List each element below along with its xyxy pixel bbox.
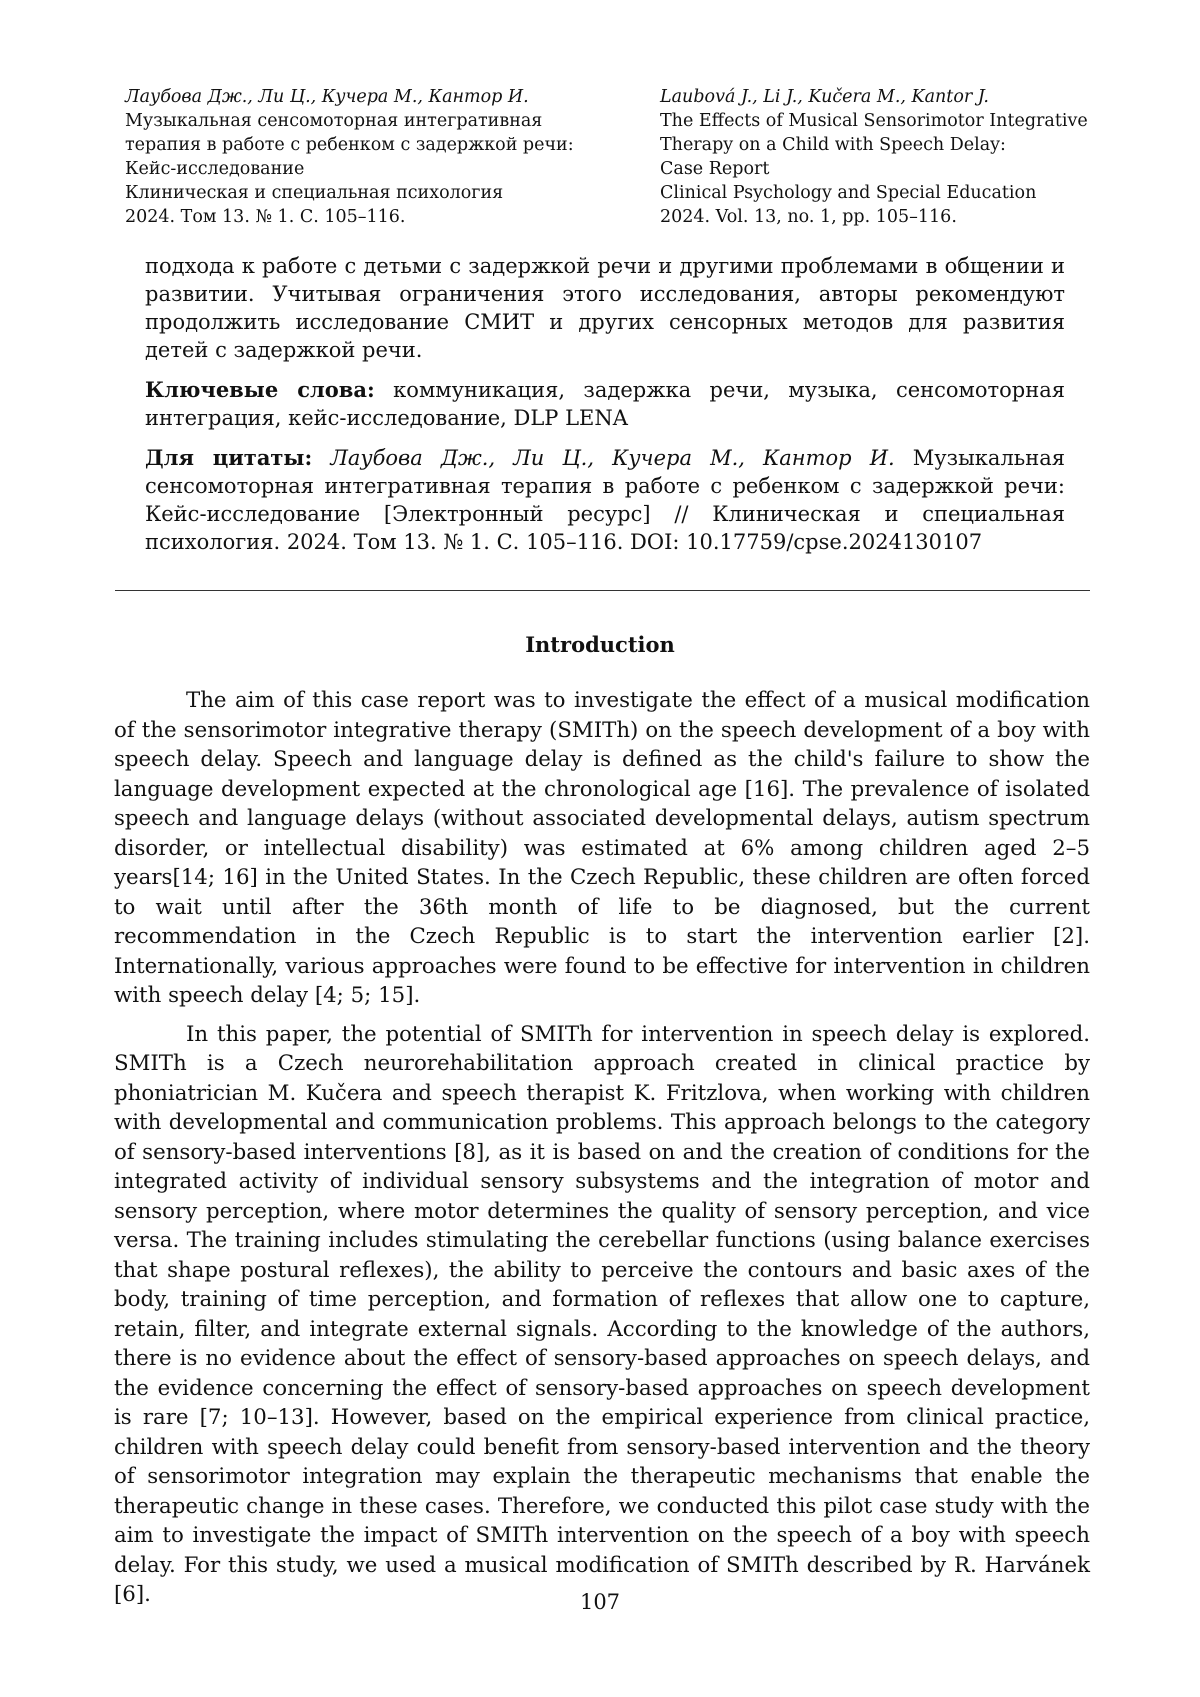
- abstract-block: [145, 252, 1065, 568]
- running-header: [125, 85, 1088, 229]
- citation-text: Музыкальная сенсомоторная интегративная терапия в работе с ребенком с задержкой речи: Кейс-исследование [Электронный ресурс] // Клиническая и специальная психология. 2024. Том 13. № 1. С. 105–116. DOI: 10.17759/cpse.2024130107: [145, 446, 1065, 554]
- page-number: 107: [579, 1590, 621, 1614]
- header-title-ru-line1: Музыкальная сенсомоторная интегративная: [125, 111, 543, 131]
- citation-authors: Лаубова Дж., Ли Ц., Кучера М., Кантор И.: [330, 446, 895, 470]
- header-authors-ru: Лаубова Дж., Ли Ц., Кучера М., Кантор И.: [125, 87, 529, 107]
- abstract-continuation: подхода к работе с детьми с задержкой речи и другими проблемами в общении и развитии. Учитывая ограничения этого исследования, авторы рекомендуют продолжить исследование СМИТ и других сенсорных методов для развития детей с задержкой речи.: [145, 254, 1065, 362]
- section-title: Introduction: [525, 632, 675, 657]
- keywords: [145, 376, 1065, 432]
- paragraph-1: The aim of this case report was to investigate the effect of a musical modification of the sensorimotor integrative therapy (SMITh) on the speech development of a boy with speech delay. Speech and language delay is defined as the child's failure to show the language development expected at the chronological age [16]. The prevalence of isolated speech and language delays (without associated developmental delays, autism spectrum disorder, or intellectual disability) was estimated at 6% among children aged 2–5 years[14; 16] in the United States. In the Czech Republic, these children are often forced to wait until after the 36th month of life to be diagnosed, but the current recommendation in the Czech Republic is to start the intervention earlier [2]. Internationally, various approaches were found to be effective for intervention in children with speech delay [4; 5; 15].: [114, 688, 1090, 1008]
- citation: [145, 444, 1065, 556]
- header-title-en-line1: The Effects of Musical Sensorimotor Integrative: [660, 111, 1088, 131]
- body-text: [114, 686, 1090, 1619]
- header-english: [660, 85, 1090, 229]
- header-issue-ru: 2024. Том 13. № 1. С. 105–116.: [125, 207, 406, 227]
- header-journal-en: Clinical Psychology and Special Education: [660, 183, 1037, 203]
- section-divider: [115, 590, 1090, 591]
- header-journal-ru: Клиническая и специальная психология: [125, 183, 504, 203]
- citation-label: Для цитаты:: [145, 445, 313, 470]
- keywords-label: Ключевые слова:: [145, 377, 375, 402]
- paragraph-2: In this paper, the potential of SMITh for intervention in speech delay is explored. SMITh is a Czech neurorehabilitation approach created in clinical practice by phoniatrician M. Kučera and speech therapist K. Fritzlova, when working with children with developmental and communication problems. This approach belongs to the category of sensory-based interventions [8], as it is based on and the creation of conditions for the integrated activity of individual sensory subsystems and the integration of motor and sensory perception, where motor determines the quality of sensory perception, and vice versa. The training includes stimulating the cerebellar functions (using balance exercises that shape postural reflexes), the ability to perceive the contours and basic axes of the body, training of time perception, and formation of reflexes that allow one to capture, retain, filter, and integrate external signals. According to the knowledge of the authors, there is no evidence about the effect of sensory-based approaches on speech delays, and the evidence concerning the effect of sensory-based approaches on speech development is rare [7; 10–13]. However, based on the empirical experience from clinical practice, children with speech delay could benefit from sensory-based intervention and the theory of sensorimotor integration may explain the therapeutic mechanisms that enable the therapeutic change in these cases. Therefore, we conducted this pilot case study with the aim to investigate the impact of SMITh intervention on the speech of a boy with speech delay. For this study, we used a musical modification of SMITh described by R. Harvánek [6].: [114, 1021, 1090, 1607]
- header-title-ru-line2: терапия в работе с ребенком с задержкой речи:: [125, 135, 574, 155]
- header-issue-en: 2024. Vol. 13, no. 1, pp. 105–116.: [660, 207, 957, 227]
- header-title-ru-line3: Кейс-исследование: [125, 159, 305, 179]
- header-title-en-line2: Therapy on a Child with Speech Delay:: [660, 135, 1006, 155]
- header-russian: [125, 85, 660, 229]
- header-title-en-line3: Case Report: [660, 159, 770, 179]
- keywords-text: коммуникация, задержка речи, музыка, сенсомоторная интеграция, кейс-исследование, DLP LENA: [145, 378, 1065, 430]
- header-authors-en: Laubová J., Li J., Kučera M., Kantor J.: [660, 87, 989, 107]
